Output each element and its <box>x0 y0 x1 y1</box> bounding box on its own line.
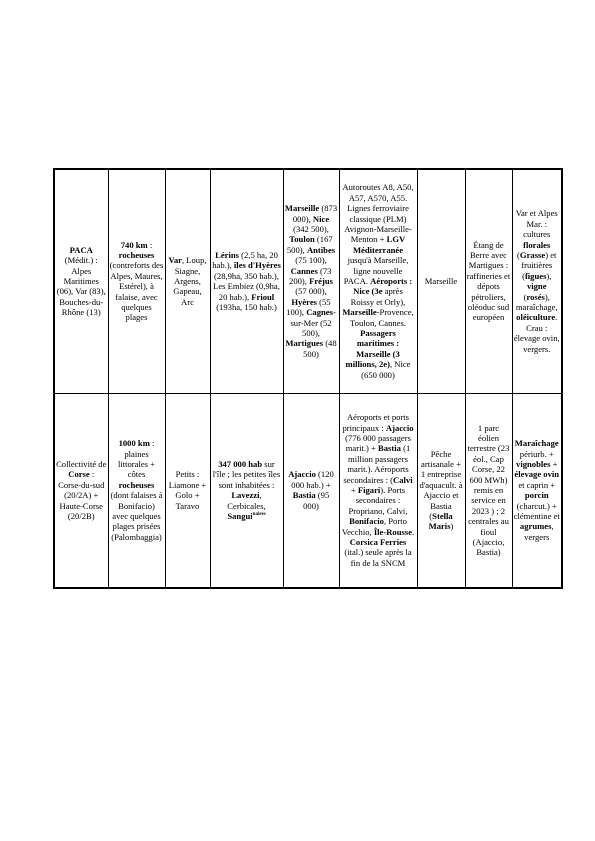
cell-text: figues <box>524 270 547 281</box>
cell-text: jusqu'à Marseille, ligne nouvelle PACA. <box>343 255 409 287</box>
cell-text: périurb. + <box>519 448 554 459</box>
cell-text: . Crau : élevage ovin, vergers. <box>513 312 560 354</box>
cell-text: (95 000) <box>303 490 330 511</box>
cell-text: : <box>147 239 153 250</box>
cell-text: Ajaccio <box>288 469 316 480</box>
cell-text: Frioul <box>251 291 275 302</box>
cell-text: ), maraîchage, <box>515 291 558 313</box>
cell-text: îles d'Hyères <box>233 260 281 271</box>
region-cell <box>54 393 108 588</box>
cell-text: Var et Alpes Mar. : cultures <box>515 208 558 240</box>
cell-text: (48 500) <box>303 338 337 359</box>
cell-text: rosés <box>526 291 545 302</box>
cell-text: florales <box>523 239 551 250</box>
cell-text: (ital.) seule après la fin de la SNCM <box>344 547 412 568</box>
cell-text: rocheuses <box>118 250 155 261</box>
industry-cell <box>465 393 512 588</box>
cell-text: Bastia <box>292 490 316 501</box>
cell-text: Nice <box>312 213 330 224</box>
cell-text: Étang de Berre avec Martigues : raffineries et dépots pétroliers, oléoduc sud européen <box>466 239 511 323</box>
port-cell <box>417 393 465 588</box>
cell-text: Autoroutes A8, A50, A57, A570, A55. Lignes ferroviaire classique (PLM) Avignon-Marseille-Menton + <box>342 182 414 245</box>
cell-text: (55 100), <box>286 296 331 318</box>
cell-text: (1 million passagers marit.). Aéroports secondaires : ( <box>343 443 411 485</box>
cell-text: Var <box>168 255 182 266</box>
cell-text: sur l'île ; les petites îles sont inhabitées : <box>212 459 281 490</box>
cell-text: Stella Maris <box>428 511 453 532</box>
cell-text: après Roissy et Orly), <box>350 286 406 307</box>
rivers-cell <box>165 169 210 393</box>
cell-text: ) et fruitières ( <box>521 250 557 281</box>
cell-text: Cannes <box>290 265 318 276</box>
table-row-paca <box>54 169 562 393</box>
cell-text: Passagers maritimes : Marseille (3 millions, 2e) <box>345 328 400 370</box>
cell-text: , Loup, Siagne, Argens, Gapeau, Arc <box>173 255 207 307</box>
cell-text: (776 000 passagers marit.) + <box>345 433 411 454</box>
cell-text: (193ha, 150 hab.) <box>216 302 277 313</box>
cell-text: Martigues <box>285 338 324 349</box>
cell-text: Pêche artisanale + 1 entreprise d'aquacult. à Ajaccio et Bastia ( <box>419 448 463 522</box>
cell-text: Cagnes <box>306 307 333 318</box>
cell-text: 740 km <box>120 239 148 250</box>
cell-text: Marseille <box>284 203 320 214</box>
cell-text: (342 500), <box>293 224 329 235</box>
cell-text: (dont falaises à Bonifacio) avec quelques plages prisées (Palombaggia) <box>110 490 163 542</box>
agriculture-cell <box>512 169 562 393</box>
cell-text: Calvi <box>393 474 413 485</box>
cell-text: (873 000), <box>292 203 338 224</box>
cell-text: PACA <box>69 244 93 255</box>
cell-text: 1000 km <box>118 438 150 449</box>
cell-text: (Médit.) : Alpes Maritimes (06), Var (83), Bouches-du-Rhône (13) <box>56 255 106 318</box>
cell-text: , vergers <box>524 521 554 542</box>
cell-text: (75 100), <box>295 255 327 266</box>
transport-cell <box>339 393 417 588</box>
cell-text: Petits : Liamone + Golo + Taravo <box>168 469 207 511</box>
cities-cell <box>283 169 339 393</box>
cell-text: (167 500), <box>286 234 333 255</box>
port-cell <box>417 169 465 393</box>
cell-text: naires <box>252 512 266 518</box>
islands-cell <box>210 393 283 588</box>
cell-text: Figari <box>357 485 381 496</box>
cell-text: , Nice (650 000) <box>361 359 411 380</box>
cell-text: (57 000), <box>295 286 327 297</box>
cities-cell <box>283 393 339 588</box>
cell-text: Ajaccio <box>385 422 414 433</box>
cell-text: agrumes <box>519 521 552 532</box>
cell-text: (2,5 ha, 20 hab.), <box>212 250 278 271</box>
cell-text: LGV Méditerranée <box>352 234 406 255</box>
coastline-cell <box>108 393 165 588</box>
cell-text: , Cerbicales, <box>227 490 266 511</box>
cell-text: et caprin + <box>518 479 556 490</box>
cell-text: . <box>412 526 415 537</box>
cell-text: Lérins <box>215 250 239 261</box>
cell-text: ), <box>546 270 552 281</box>
cell-text: Aéroports et ports principaux : <box>342 412 410 433</box>
cell-text: Île-Rousse <box>373 526 413 537</box>
cell-text: Marseille <box>342 307 377 318</box>
cell-text: Bonifacio <box>349 516 384 527</box>
cell-text: : plaines littorales + côtes <box>117 438 156 480</box>
cell-text: Corsica Ferries <box>349 537 407 548</box>
cell-text: Bastia <box>378 443 401 454</box>
region-table <box>53 168 563 589</box>
cell-text: vigne <box>526 281 547 292</box>
cell-text: Maraîchage <box>514 438 559 449</box>
cell-text: (contreforts des Alpes, Maures, Estérel), à falaise, avec quelques plages <box>109 260 164 323</box>
rivers-cell <box>165 393 210 588</box>
cell-text: porcin <box>524 490 549 501</box>
cell-text: Collectivité de <box>56 459 107 470</box>
table-row-corse <box>54 393 562 588</box>
cell-text: (28,9ha, 350 hab.), Les Embiez (0,9ha, 20 hab.), <box>213 270 280 302</box>
industry-cell <box>465 169 512 393</box>
cell-text: Lavezzi <box>231 490 260 501</box>
cell-text: ). Ports secondaires : Propriano, Calvi, <box>348 485 408 516</box>
cell-text: oléiculture <box>516 312 556 323</box>
cell-text: 1 parc éolien terrestre (23 éol., Cap Corse, 22 600 MWh) remis en service en 2023 ) ; 2 centrales au fioul (Ajaccio, Bastia) <box>467 422 510 558</box>
cell-text: (charcut.) + clémentine et <box>513 500 560 522</box>
cell-text: + <box>550 459 558 470</box>
cell-text: ( <box>517 250 520 261</box>
cell-text: Aéroports : Nice (3e <box>353 276 413 297</box>
cell-text: Grasse <box>519 250 546 261</box>
cell-text: -Provence, Toulon, Cannes. <box>350 307 414 328</box>
cell-text: (120 000 hab.) + <box>291 469 334 490</box>
cell-text: (73 200), <box>289 265 332 287</box>
cell-text: : Corse-du-sud (20/2A) + Haute-Corse (20/2B) <box>58 469 105 522</box>
agriculture-cell <box>512 393 562 588</box>
cell-text: + <box>350 485 358 496</box>
region-cell <box>54 169 108 393</box>
cell-text: rocheuses <box>118 479 155 490</box>
cell-text: ( <box>523 291 527 302</box>
islands-cell <box>210 169 283 393</box>
cell-text: , Porto Vecchio, <box>341 516 407 537</box>
cell-text: vignobles <box>516 459 551 470</box>
cell-text: 347 000 hab <box>218 459 263 470</box>
cell-text: ) <box>450 521 454 532</box>
transport-cell <box>339 169 417 393</box>
cell-text: -sur-Mer (52 500), <box>290 307 336 339</box>
cell-text: Marseille <box>424 276 458 287</box>
coastline-cell <box>108 169 165 393</box>
cell-text: élevage ovin <box>514 469 560 480</box>
cell-text: Sangui <box>227 511 253 522</box>
cell-text: Hyères <box>291 296 317 307</box>
cell-text: Toulon <box>289 234 315 245</box>
cell-text: Antibes <box>306 244 336 255</box>
cell-text: Fréjus <box>309 276 333 287</box>
cell-text: Corse <box>68 469 90 480</box>
